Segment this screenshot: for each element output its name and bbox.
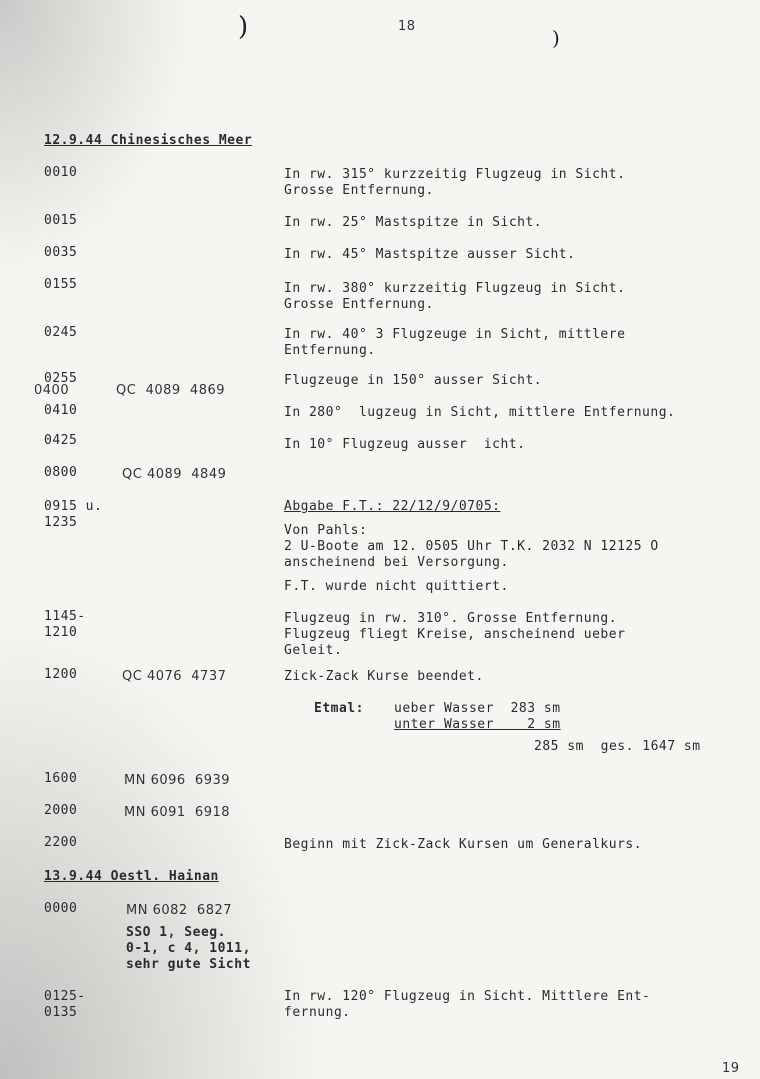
etmal-line: unter Wasser 2 sm xyxy=(394,717,561,732)
entry-time: 0155 xyxy=(44,277,78,292)
position-handwritten: MN 6091 6918 xyxy=(124,805,231,820)
entry-time-handwritten: 0400 xyxy=(34,383,70,398)
weather-line: SSO 1, Seeg. xyxy=(126,925,226,940)
weather-line: sehr gute Sicht xyxy=(126,957,251,972)
weather-line: 0-1, c 4, 1011, xyxy=(126,941,251,956)
entry-time: 0915 u. xyxy=(44,499,103,514)
entry-time: 0015 xyxy=(44,213,78,228)
page-number-top: 18 xyxy=(398,19,416,34)
entry-text: Grosse Entfernung. xyxy=(284,183,434,198)
entry-time: 0010 xyxy=(44,165,78,180)
entry-text: Flugzeug fliegt Kreise, anscheinend ueber xyxy=(284,627,626,642)
entry-time: 0800 xyxy=(44,465,78,480)
entry-text: In rw. 380° kurzzeitig Flugzeug in Sicht. xyxy=(284,281,626,296)
entry-text: In 280° lugzeug in Sicht, mittlere Entfernung. xyxy=(284,405,676,420)
entry-time: 2200 xyxy=(44,835,78,850)
entry-text: anscheinend bei Versorgung. xyxy=(284,555,509,570)
date-heading-1: 12.9.44 Chinesisches Meer xyxy=(44,133,253,148)
entry-time: 1145- xyxy=(44,609,86,624)
entry-text: In rw. 45° Mastspitze ausser Sicht. xyxy=(284,247,576,262)
entry-text: 2 U-Boote am 12. 0505 Uhr T.K. 2032 N 12125 O xyxy=(284,539,659,554)
entry-time: 0135 xyxy=(44,1005,78,1020)
entry-text: Von Pahls: xyxy=(284,523,368,538)
entry-time: 0035 xyxy=(44,245,78,260)
etmal-total: 285 sm ges. 1647 sm xyxy=(534,739,701,754)
position-handwritten: MN 6082 6827 xyxy=(126,903,233,918)
entry-time: 1200 xyxy=(44,667,78,682)
entry-text: Flugzeug in rw. 310°. Grosse Entfernung. xyxy=(284,611,618,626)
entry-heading: Abgabe F.T.: 22/12/9/0705: xyxy=(284,499,501,514)
entry-text: Zick-Zack Kurse beendet. xyxy=(284,669,484,684)
position-handwritten: MN 6096 6939 xyxy=(124,773,231,788)
date-heading-2: 13.9.44 Oestl. Hainan xyxy=(44,869,219,884)
entry-time: 2000 xyxy=(44,803,78,818)
entry-text: Geleit. xyxy=(284,643,343,658)
etmal-line: ueber Wasser 283 sm xyxy=(394,701,561,716)
entry-time: 0000 xyxy=(44,901,78,916)
position-handwritten: QC 4089 4869 xyxy=(116,383,226,398)
entry-text: In rw. 40° 3 Flugzeuge in Sicht, mittlere xyxy=(284,327,626,342)
etmal-label: Etmal: xyxy=(314,701,364,716)
page-number-bottom: 19 xyxy=(722,1061,740,1076)
punch-hole-mark-right: ) xyxy=(552,26,560,50)
entry-text: In 10° Flugzeug ausser icht. xyxy=(284,437,526,452)
position-handwritten: QC 4076 4737 xyxy=(122,669,227,684)
entry-time: 0410 xyxy=(44,403,78,418)
entry-time: 0255 xyxy=(44,371,78,386)
entry-text: In rw. 315° kurzzeitig Flugzeug in Sicht. xyxy=(284,167,626,182)
entry-text: Grosse Entfernung. xyxy=(284,297,434,312)
entry-time: 0425 xyxy=(44,433,78,448)
entry-time: 0245 xyxy=(44,325,78,340)
entry-text: Beginn mit Zick-Zack Kursen um Generalkurs. xyxy=(284,837,643,852)
entry-text: Entfernung. xyxy=(284,343,376,358)
position-handwritten: QC 4089 4849 xyxy=(122,467,227,482)
entry-text: F.T. wurde nicht quittiert. xyxy=(284,579,509,594)
entry-time: 1235 xyxy=(44,515,78,530)
entry-text: In rw. 25° Mastspitze in Sicht. xyxy=(284,215,543,230)
entry-text: Flugzeuge in 150° ausser Sicht. xyxy=(284,373,543,388)
entry-text: fernung. xyxy=(284,1005,351,1020)
entry-time: 1210 xyxy=(44,625,78,640)
entry-text: In rw. 120° Flugzeug in Sicht. Mittlere Ent- xyxy=(284,989,651,1004)
punch-hole-mark-left: ) xyxy=(238,12,249,42)
entry-time: 0125- xyxy=(44,989,86,1004)
entry-time: 1600 xyxy=(44,771,78,786)
